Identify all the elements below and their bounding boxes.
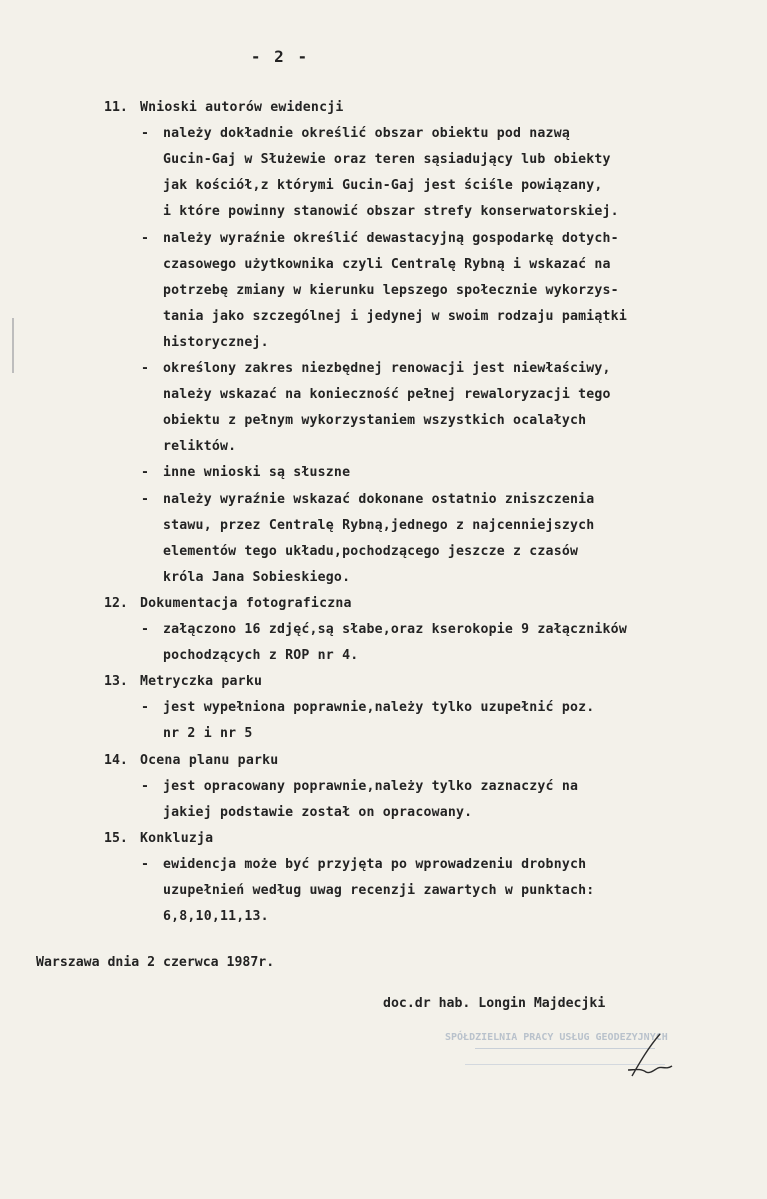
section-number: 13. <box>104 674 128 690</box>
item-line: i które powinny stanowić obszar strefy konserwatorskiej. <box>163 204 619 220</box>
item-line: uzupełnień według uwag recenzji zawartych w punktach: <box>163 883 595 898</box>
item-line: elementów tego układu,pochodzącego jeszcze z czasów <box>163 543 579 559</box>
item-line: należy wyraźnie wskazać dokonane ostatnio zniszczenia <box>163 491 595 507</box>
item-line: nr 2 i nr 5 <box>163 726 253 742</box>
item-line: potrzebę zmiany w kierunku lepszego społecznie wykorzys- <box>163 282 619 298</box>
item-line: obiektu z pełnym wykorzystaniem wszystkich ocalałych <box>163 413 587 429</box>
item-line: 6,8,10,11,13. <box>163 909 269 925</box>
signatory-name: doc.dr hab. Longin Majdecjki <box>383 996 606 1011</box>
bullet-dash: - <box>141 361 149 376</box>
margin-mark <box>12 318 14 373</box>
item-line: należy wyraźnie określić dewastacyjną gospodarkę dotych- <box>163 230 619 246</box>
bullet-dash: - <box>141 126 149 142</box>
item-line: czasowego użytkownika czyli Centralę Rybną i wskazać na <box>163 256 611 272</box>
item-line: pochodzących z ROP nr 4. <box>163 648 359 664</box>
section-number: 12. <box>104 595 128 611</box>
section-number: 14. <box>104 752 128 768</box>
section-number: 15. <box>104 830 128 846</box>
item-line: tania jako szczególnej i jedynej w swoim rodzaju pamiątki <box>163 308 627 324</box>
section-heading: Ocena planu parku <box>140 752 279 768</box>
bullet-dash: - <box>141 778 149 794</box>
item-line: jak kościół,z którymi Gucin-Gaj jest ściśle powiązany, <box>163 178 603 194</box>
item-line: jest wypełniona poprawnie,należy tylko uzupełnić poz. <box>163 700 595 716</box>
item-line: należy dokładnie określić obszar obiektu pod nazwą <box>163 126 570 142</box>
bullet-dash: - <box>141 856 149 872</box>
section-heading: Konkluzja <box>140 830 214 846</box>
section-number: 11. <box>104 100 128 115</box>
bullet-dash: - <box>141 230 149 246</box>
item-line: ewidencja może być przyjęta po wprowadzeniu drobnych <box>163 856 587 872</box>
item-line: jakiej podstawie został on opracowany. <box>163 804 473 820</box>
section-heading: Wnioski autorów ewidencji <box>140 100 344 115</box>
item-line: Gucin-Gaj w Służewie oraz teren sąsiadujący lub obiekty <box>163 152 611 168</box>
place-date: Warszawa dnia 2 czerwca 1987r. <box>36 955 275 970</box>
stamp-text: SPÓŁDZIELNIA PRACY USŁUG GEODEZYJNYCH <box>445 1032 668 1043</box>
item-line: reliktów. <box>163 439 237 455</box>
section-heading: Metryczka parku <box>140 674 263 690</box>
handwritten-signature <box>620 1030 680 1082</box>
item-line: króla Jana Sobieskiego. <box>163 569 351 585</box>
item-line: należy wskazać na konieczność pełnej rewaloryzacji tego <box>163 387 611 403</box>
section-heading: Dokumentacja fotograficzna <box>140 595 352 611</box>
item-line: załączono 16 zdjęć,są słabe,oraz kserokopie 9 załączników <box>163 622 627 637</box>
item-line: stawu, przez Centralę Rybną,jednego z najcenniejszych <box>163 517 595 533</box>
item-line: inne wnioski są słuszne <box>163 465 351 481</box>
item-line: historycznej. <box>163 334 269 350</box>
page-number: - 2 - <box>250 47 310 66</box>
bullet-dash: - <box>141 700 149 716</box>
bullet-dash: - <box>141 491 149 507</box>
item-line: jest opracowany poprawnie,należy tylko zaznaczyć na <box>163 778 579 794</box>
item-line: określony zakres niezbędnej renowacji jest niewłaściwy, <box>163 361 611 376</box>
bullet-dash: - <box>141 465 149 481</box>
bullet-dash: - <box>141 622 149 637</box>
